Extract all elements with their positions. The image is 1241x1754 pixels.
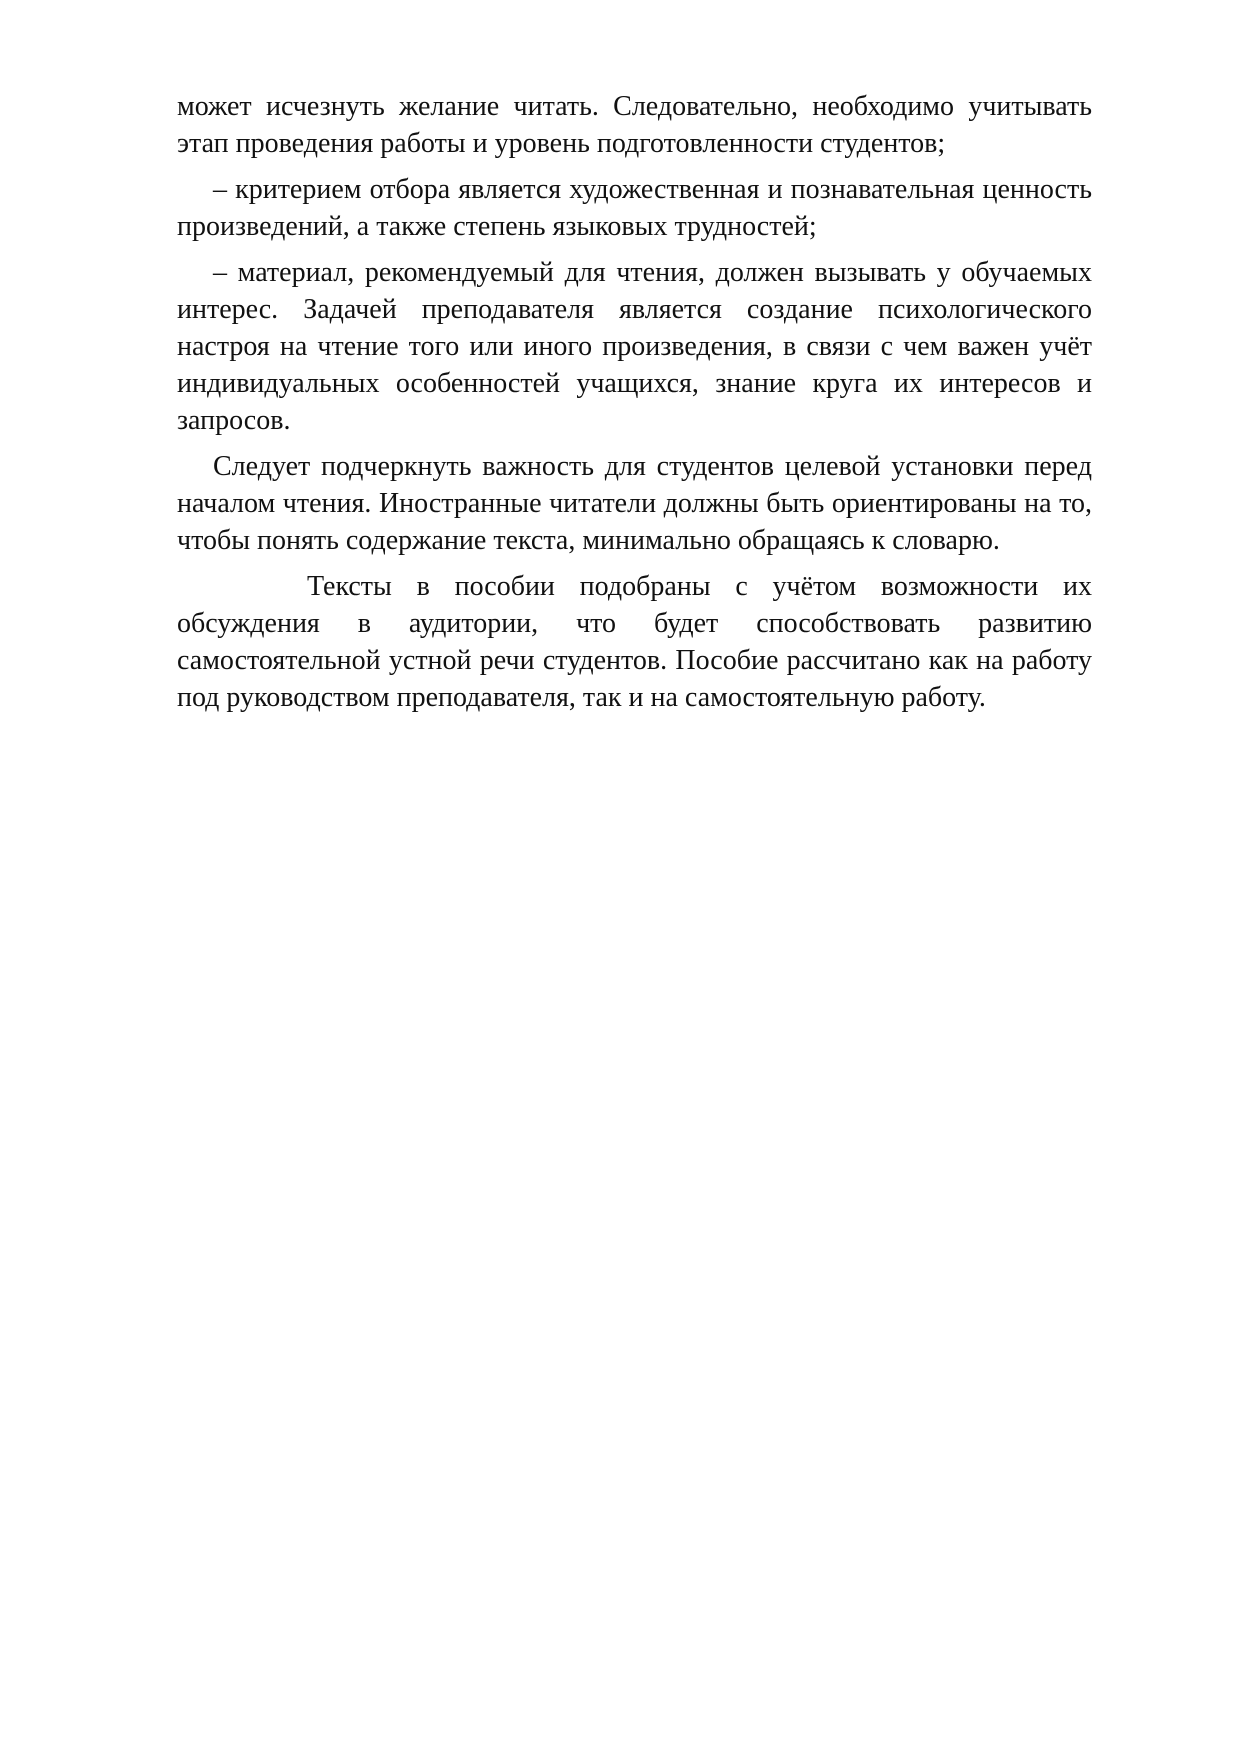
- list-item-reading-material: – материал, рекомендуемый для чтения, должен вызывать у обучаемых интерес. Задачей преподавателя является создание психологического настроя на чтение того или иного произведения, в связи с чем важен учёт индивидуальных особенностей учащихся, знание круга их интересов и запросов.: [177, 257, 1092, 436]
- paragraph-continuation: может исчезнуть желание читать. Следовательно, необходимо учитывать этап проведения работы и уровень подготовленности студентов;: [177, 91, 1092, 159]
- list-item-selection-criterion: – критерием отбора является художественная и познавательная ценность произведений, а также степень языковых трудностей;: [177, 174, 1092, 242]
- paragraph-reading-goal: Следует подчеркнуть важность для студентов целевой установки перед началом чтения. Иностранные читатели должны быть ориентированы на то, чтобы понять содержание текста, минимально обращаясь к словарю.: [177, 451, 1092, 556]
- paragraph-texts-selection: Тексты в пособии подобраны с учётом возможности их обсуждения в аудитории, что будет способствовать развитию самостоятельной устной речи студентов. Пособие рассчитано как на работу под руководством преподавателя, так и на самостоятельную работу.: [177, 571, 1092, 713]
- body-text: [177, 88, 1092, 725]
